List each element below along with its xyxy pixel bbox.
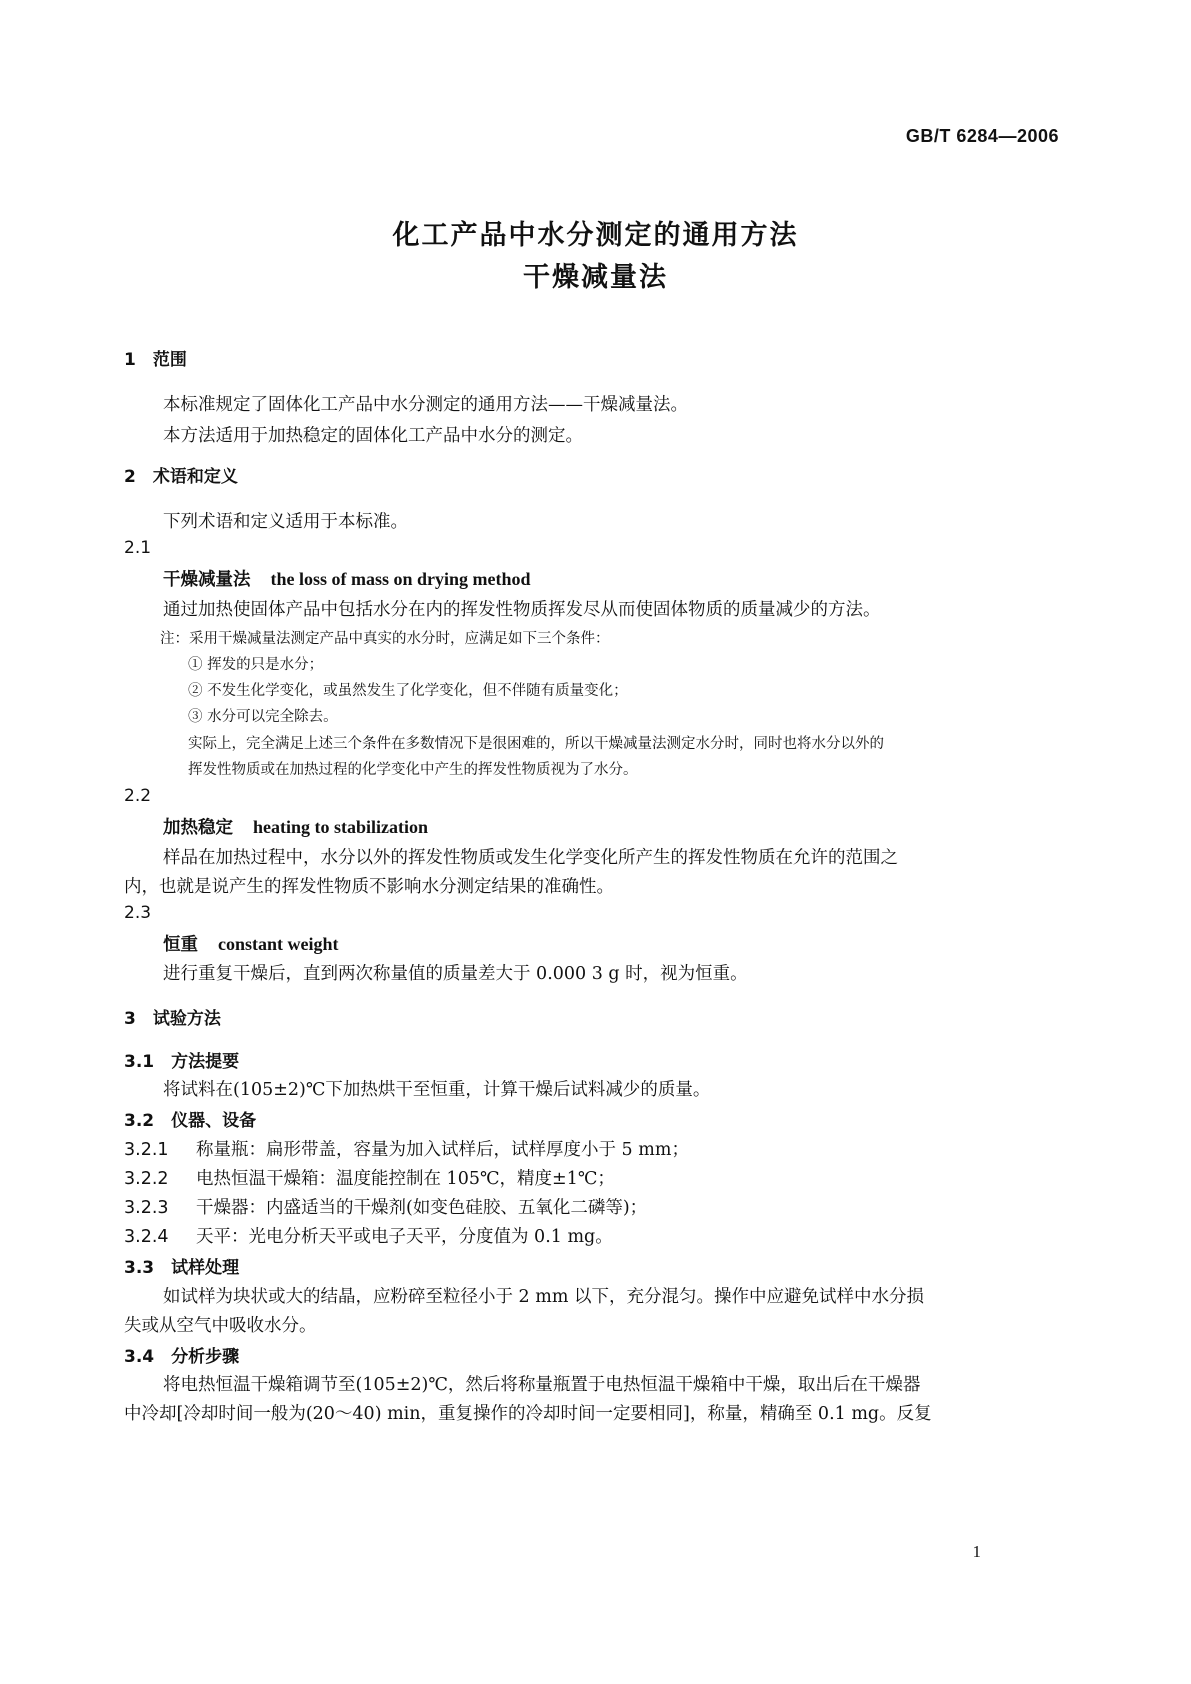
section-3-heading: 3 试验方法	[124, 1009, 221, 1029]
equipment-item-3-2-1	[124, 1136, 689, 1161]
section-3-1-paragraph: 将试料在(105±2)℃下加热烘干至恒重，计算干燥后试料减少的质量。	[163, 1080, 711, 1100]
term-2-1-condition-2: ② 不发生化学变化，或虽然发生了化学变化，但不伴随有质量变化；	[188, 683, 628, 699]
equipment-item-3-2-4	[124, 1223, 613, 1248]
term-2-1-number: 2.1	[124, 538, 152, 558]
document-title: 化工产品中水分测定的通用方法	[392, 220, 799, 251]
equipment-item-number: 3.2.4	[124, 1227, 169, 1247]
section-1-paragraph-1: 本标准规定了固体化工产品中水分测定的通用方法——干燥减量法。	[163, 395, 688, 415]
page-number: 1	[972, 1542, 981, 1561]
section-3-3-paragraph-line-2: 失或从空气中吸收水分。	[124, 1316, 317, 1336]
section-3-3-paragraph-line-1: 如试样为块状或大的结晶，应粉碎至粒径小于 2 mm 以下，充分混匀。操作中应避免试样中水分损	[163, 1287, 925, 1307]
term-2-2-definition-line-1: 样品在加热过程中，水分以外的挥发性物质或发生化学变化所产生的挥发性物质在允许的范围之	[163, 848, 898, 868]
section-3-2-heading: 3.2 仪器、设备	[124, 1111, 257, 1131]
equipment-item-text: 天平：光电分析天平或电子天平，分度值为 0.1 mg。	[196, 1227, 613, 1247]
term-2-3-number: 2.3	[124, 903, 152, 923]
section-1-paragraph-2: 本方法适用于加热稳定的固体化工产品中水分的测定。	[163, 426, 583, 446]
term-2-1-note-paragraph-2: 挥发性物质或在加热过程的化学变化中产生的挥发性物质视为了水分。	[188, 762, 638, 778]
term-2-2-chinese: 加热稳定	[163, 818, 233, 838]
section-3-1-heading: 3.1 方法提要	[124, 1052, 240, 1072]
section-1-heading: 1 范围	[124, 350, 187, 370]
term-2-1-condition-3: ③ 水分可以完全除去。	[188, 709, 338, 725]
equipment-item-text: 干燥器：内盛适当的干燥剂(如变色硅胶、五氧化二磷等)；	[196, 1198, 648, 1218]
term-2-3-heading	[163, 931, 339, 956]
term-2-3-english: constant weight	[218, 934, 339, 954]
equipment-item-number: 3.2.3	[124, 1198, 169, 1218]
term-2-1-english: the loss of mass on drying method	[270, 569, 531, 589]
term-2-3-chinese: 恒重	[163, 935, 198, 955]
term-2-2-definition-line-2: 内，也就是说产生的挥发性物质不影响水分测定结果的准确性。	[124, 877, 614, 897]
document-subtitle: 干燥减量法	[523, 262, 668, 293]
equipment-item-3-2-3	[124, 1194, 647, 1219]
term-2-2-heading	[163, 814, 428, 839]
term-2-2-english: heating to stabilization	[253, 817, 429, 837]
equipment-item-text: 称量瓶：扁形带盖，容量为加入试样后，试样厚度小于 5 mm；	[196, 1140, 689, 1160]
term-2-1-chinese: 干燥减量法	[163, 570, 251, 590]
section-3-3-heading: 3.3 试样处理	[124, 1258, 240, 1278]
section-2-heading: 2 术语和定义	[124, 467, 238, 487]
term-2-1-heading	[163, 566, 531, 591]
term-2-1-note-paragraph-1: 实际上，完全满足上述三个条件在多数情况下是很困难的，所以干燥减量法测定水分时，同时也将水分以外的	[188, 736, 884, 752]
term-2-2-number: 2.2	[124, 786, 152, 806]
term-2-1-note-intro: 注：采用干燥减量法测定产品中真实的水分时，应满足如下三个条件：	[160, 631, 610, 647]
term-2-1-definition: 通过加热使固体产品中包括水分在内的挥发性物质挥发尽从而使固体物质的质量减少的方法。	[163, 600, 881, 620]
section-3-4-paragraph-line-1: 将电热恒温干燥箱调节至(105±2)℃，然后将称量瓶置于电热恒温干燥箱中干燥，取出后在干燥器	[163, 1375, 921, 1395]
term-2-3-definition: 进行重复干燥后，直到两次称量值的质量差大于 0.000 3 g 时，视为恒重。	[163, 964, 748, 984]
section-3-4-paragraph-line-2: 中冷却[冷却时间一般为(20～40) min，重复操作的冷却时间一定要相同]，称量，精确至 0.1 mg。反复	[124, 1404, 932, 1424]
equipment-item-text: 电热恒温干燥箱：温度能控制在 105℃，精度±1℃；	[196, 1169, 615, 1189]
section-3-4-heading: 3.4 分析步骤	[124, 1347, 240, 1367]
equipment-item-number: 3.2.1	[124, 1140, 169, 1160]
equipment-item-3-2-2	[124, 1165, 615, 1190]
equipment-item-number: 3.2.2	[124, 1169, 169, 1189]
section-2-intro: 下列术语和定义适用于本标准。	[163, 512, 408, 532]
term-2-1-condition-1: ① 挥发的只是水分；	[188, 657, 324, 673]
standard-code: GB/T 6284—2006	[905, 126, 1059, 146]
